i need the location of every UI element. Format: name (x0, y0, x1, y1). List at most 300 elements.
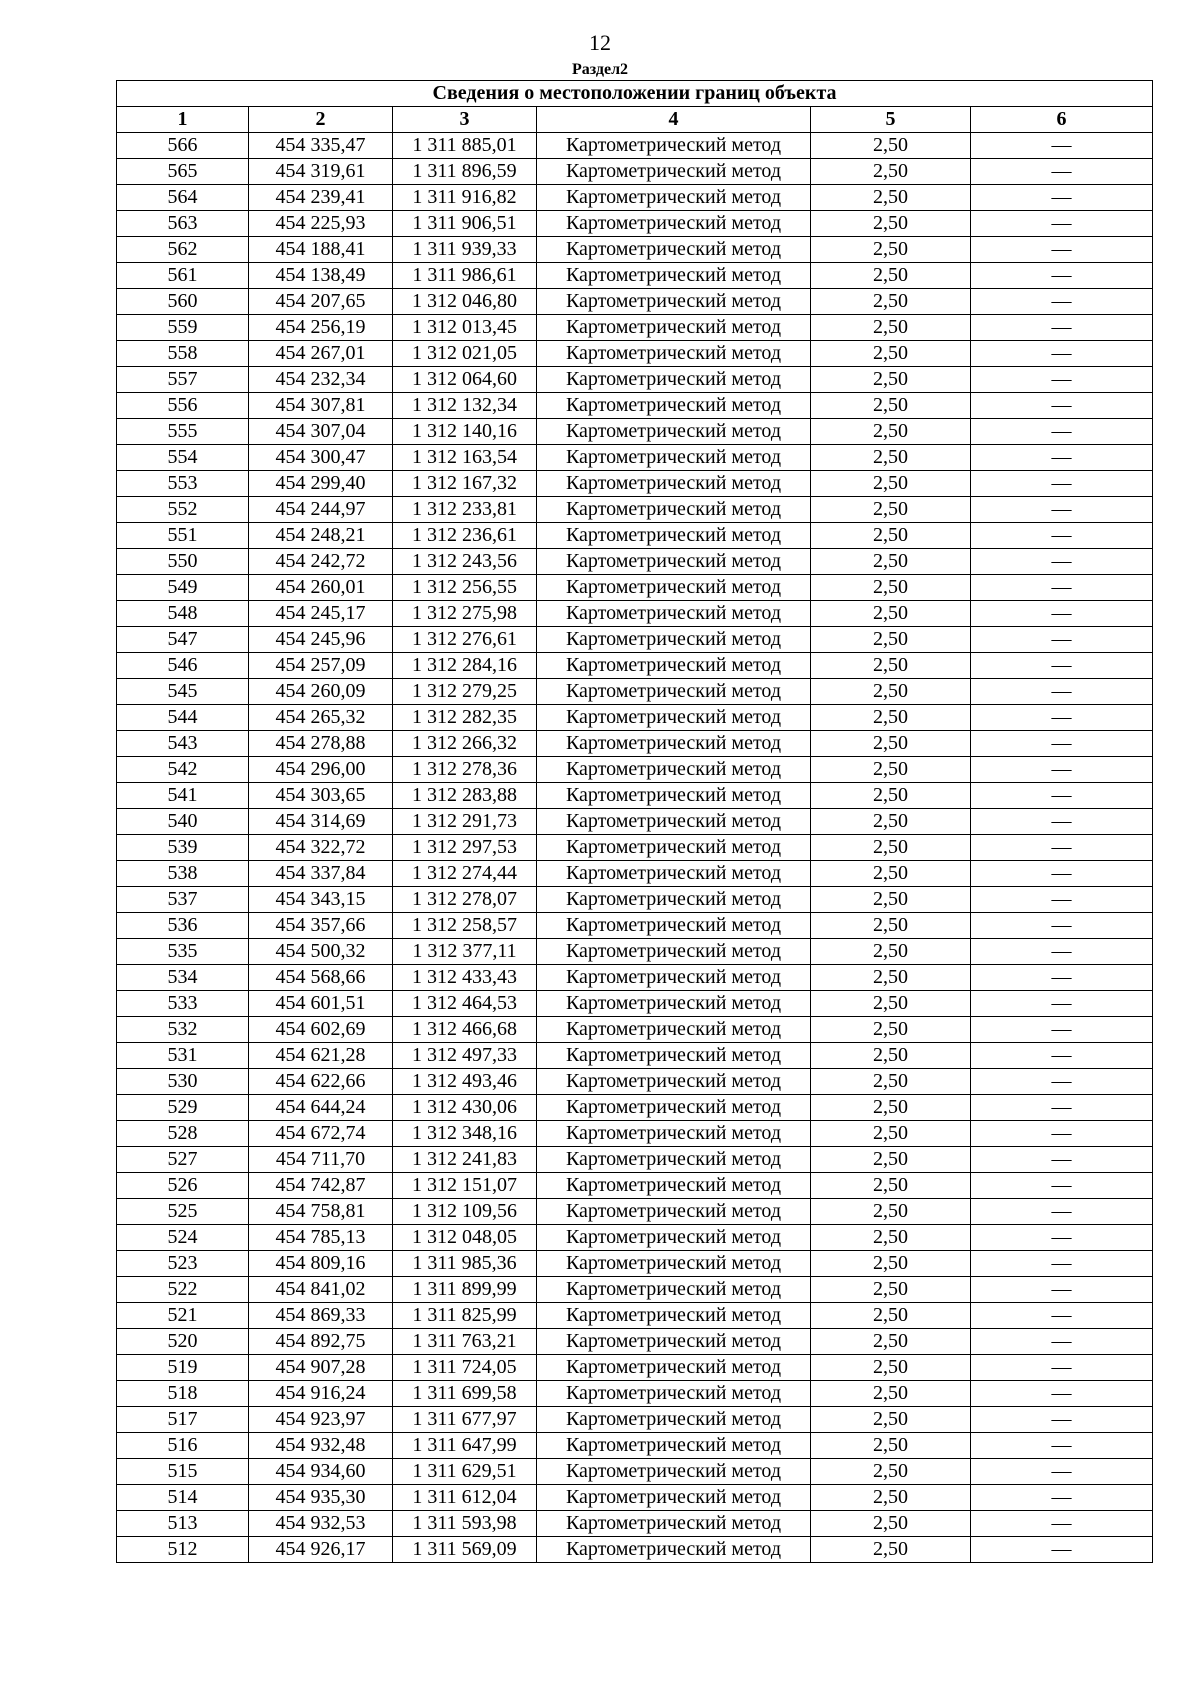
x-coordinate-cell: 454 257,09 (249, 653, 393, 679)
method-cell: Картометрический метод (537, 315, 811, 341)
page-number: 12 (589, 30, 611, 55)
table-row (117, 367, 1153, 393)
table-row (117, 1121, 1153, 1147)
point-number-cell: 548 (117, 601, 249, 627)
accuracy-cell: 2,50 (811, 497, 971, 523)
accuracy-cell: 2,50 (811, 237, 971, 263)
table-row (117, 1069, 1153, 1095)
x-coordinate-cell: 454 245,17 (249, 601, 393, 627)
y-coordinate-cell: 1 312 297,53 (393, 835, 537, 861)
table-row (117, 419, 1153, 445)
y-coordinate-cell: 1 311 939,33 (393, 237, 537, 263)
formula-cell: — (971, 1095, 1153, 1121)
point-number-cell: 565 (117, 159, 249, 185)
formula-cell: — (971, 1069, 1153, 1095)
method-cell: Картометрический метод (537, 1095, 811, 1121)
accuracy-cell: 2,50 (811, 133, 971, 159)
x-coordinate-cell: 454 869,33 (249, 1303, 393, 1329)
y-coordinate-cell: 1 311 647,99 (393, 1433, 537, 1459)
method-cell: Картометрический метод (537, 1537, 811, 1563)
table-row (117, 341, 1153, 367)
point-number-cell: 560 (117, 289, 249, 315)
accuracy-cell: 2,50 (811, 1511, 971, 1537)
point-number-cell: 524 (117, 1225, 249, 1251)
table-row (117, 315, 1153, 341)
method-cell: Картометрический метод (537, 1121, 811, 1147)
point-number-cell: 547 (117, 627, 249, 653)
formula-cell: — (971, 887, 1153, 913)
method-cell: Картометрический метод (537, 731, 811, 757)
column-header: 1 (117, 107, 249, 133)
method-cell: Картометрический метод (537, 939, 811, 965)
method-cell: Картометрический метод (537, 783, 811, 809)
x-coordinate-cell: 454 225,93 (249, 211, 393, 237)
formula-cell: — (971, 1329, 1153, 1355)
accuracy-cell: 2,50 (811, 1043, 971, 1069)
method-cell: Картометрический метод (537, 861, 811, 887)
table-row (117, 1147, 1153, 1173)
table-row (117, 627, 1153, 653)
point-number-cell: 522 (117, 1277, 249, 1303)
formula-cell: — (971, 471, 1153, 497)
table-row (117, 1225, 1153, 1251)
table-row (117, 1095, 1153, 1121)
x-coordinate-cell: 454 926,17 (249, 1537, 393, 1563)
y-coordinate-cell: 1 312 021,05 (393, 341, 537, 367)
point-number-cell: 520 (117, 1329, 249, 1355)
method-cell: Картометрический метод (537, 419, 811, 445)
formula-cell: — (971, 289, 1153, 315)
method-cell: Картометрический метод (537, 1433, 811, 1459)
method-cell: Картометрический метод (537, 1485, 811, 1511)
x-coordinate-cell: 454 932,48 (249, 1433, 393, 1459)
x-coordinate-cell: 454 785,13 (249, 1225, 393, 1251)
method-cell: Картометрический метод (537, 965, 811, 991)
table-row (117, 1407, 1153, 1433)
y-coordinate-cell: 1 311 985,36 (393, 1251, 537, 1277)
y-coordinate-cell: 1 312 140,16 (393, 419, 537, 445)
formula-cell: — (971, 757, 1153, 783)
table-row (117, 653, 1153, 679)
method-cell: Картометрический метод (537, 1225, 811, 1251)
y-coordinate-cell: 1 312 284,16 (393, 653, 537, 679)
table-row (117, 1381, 1153, 1407)
x-coordinate-cell: 454 265,32 (249, 705, 393, 731)
x-coordinate-cell: 454 343,15 (249, 887, 393, 913)
formula-cell: — (971, 185, 1153, 211)
accuracy-cell: 2,50 (811, 939, 971, 965)
table-row (117, 575, 1153, 601)
x-coordinate-cell: 454 299,40 (249, 471, 393, 497)
table-row (117, 549, 1153, 575)
formula-cell: — (971, 601, 1153, 627)
y-coordinate-cell: 1 311 896,59 (393, 159, 537, 185)
point-number-cell: 514 (117, 1485, 249, 1511)
table-row (117, 679, 1153, 705)
column-header: 5 (811, 107, 971, 133)
formula-cell: — (971, 367, 1153, 393)
x-coordinate-cell: 454 500,32 (249, 939, 393, 965)
table-row (117, 1433, 1153, 1459)
point-number-cell: 533 (117, 991, 249, 1017)
formula-cell: — (971, 1225, 1153, 1251)
accuracy-cell: 2,50 (811, 679, 971, 705)
x-coordinate-cell: 454 758,81 (249, 1199, 393, 1225)
y-coordinate-cell: 1 312 275,98 (393, 601, 537, 627)
column-header: 3 (393, 107, 537, 133)
method-cell: Картометрический метод (537, 1043, 811, 1069)
method-cell: Картометрический метод (537, 1147, 811, 1173)
accuracy-cell: 2,50 (811, 419, 971, 445)
method-cell: Картометрический метод (537, 1381, 811, 1407)
formula-cell: — (971, 1511, 1153, 1537)
table-row (117, 601, 1153, 627)
y-coordinate-cell: 1 312 430,06 (393, 1095, 537, 1121)
method-cell: Картометрический метод (537, 263, 811, 289)
formula-cell: — (971, 913, 1153, 939)
formula-cell: — (971, 1043, 1153, 1069)
section-label: Раздел2 (571, 61, 629, 78)
table-row (117, 965, 1153, 991)
x-coordinate-cell: 454 907,28 (249, 1355, 393, 1381)
accuracy-cell: 2,50 (811, 393, 971, 419)
point-number-cell: 528 (117, 1121, 249, 1147)
accuracy-cell: 2,50 (811, 1251, 971, 1277)
method-cell: Картометрический метод (537, 133, 811, 159)
point-number-cell: 521 (117, 1303, 249, 1329)
x-coordinate-cell: 454 138,49 (249, 263, 393, 289)
table-row (117, 861, 1153, 887)
table-row (117, 471, 1153, 497)
accuracy-cell: 2,50 (811, 1537, 971, 1563)
table-row (117, 835, 1153, 861)
accuracy-cell: 2,50 (811, 757, 971, 783)
formula-cell: — (971, 393, 1153, 419)
accuracy-cell: 2,50 (811, 1173, 971, 1199)
accuracy-cell: 2,50 (811, 1303, 971, 1329)
point-number-cell: 532 (117, 1017, 249, 1043)
x-coordinate-cell: 454 934,60 (249, 1459, 393, 1485)
x-coordinate-cell: 454 260,09 (249, 679, 393, 705)
formula-cell: — (971, 1303, 1153, 1329)
formula-cell: — (971, 575, 1153, 601)
point-number-cell: 534 (117, 965, 249, 991)
method-cell: Картометрический метод (537, 575, 811, 601)
point-number-cell: 530 (117, 1069, 249, 1095)
formula-cell: — (971, 991, 1153, 1017)
point-number-cell: 562 (117, 237, 249, 263)
point-number-cell: 566 (117, 133, 249, 159)
table-row (117, 237, 1153, 263)
accuracy-cell: 2,50 (811, 1147, 971, 1173)
point-number-cell: 526 (117, 1173, 249, 1199)
method-cell: Картометрический метод (537, 289, 811, 315)
y-coordinate-cell: 1 311 763,21 (393, 1329, 537, 1355)
accuracy-cell: 2,50 (811, 159, 971, 185)
method-cell: Картометрический метод (537, 1459, 811, 1485)
method-cell: Картометрический метод (537, 1069, 811, 1095)
accuracy-cell: 2,50 (811, 289, 971, 315)
table-row (117, 1355, 1153, 1381)
formula-cell: — (971, 159, 1153, 185)
point-number-cell: 523 (117, 1251, 249, 1277)
point-number-cell: 529 (117, 1095, 249, 1121)
method-cell: Картометрический метод (537, 1199, 811, 1225)
point-number-cell: 553 (117, 471, 249, 497)
table-row (117, 1329, 1153, 1355)
accuracy-cell: 2,50 (811, 965, 971, 991)
point-number-cell: 515 (117, 1459, 249, 1485)
y-coordinate-cell: 1 311 986,61 (393, 263, 537, 289)
x-coordinate-cell: 454 935,30 (249, 1485, 393, 1511)
method-cell: Картометрический метод (537, 1017, 811, 1043)
y-coordinate-cell: 1 311 612,04 (393, 1485, 537, 1511)
method-cell: Картометрический метод (537, 393, 811, 419)
accuracy-cell: 2,50 (811, 1121, 971, 1147)
point-number-cell: 542 (117, 757, 249, 783)
point-number-cell: 554 (117, 445, 249, 471)
point-number-cell: 561 (117, 263, 249, 289)
formula-cell: — (971, 705, 1153, 731)
x-coordinate-cell: 454 644,24 (249, 1095, 393, 1121)
y-coordinate-cell: 1 312 151,07 (393, 1173, 537, 1199)
accuracy-cell: 2,50 (811, 211, 971, 237)
x-coordinate-cell: 454 248,21 (249, 523, 393, 549)
point-number-cell: 549 (117, 575, 249, 601)
table-row (117, 211, 1153, 237)
method-cell: Картометрический метод (537, 1277, 811, 1303)
method-cell: Картометрический метод (537, 757, 811, 783)
point-number-cell: 564 (117, 185, 249, 211)
x-coordinate-cell: 454 602,69 (249, 1017, 393, 1043)
method-cell: Картометрический метод (537, 1303, 811, 1329)
x-coordinate-cell: 454 300,47 (249, 445, 393, 471)
y-coordinate-cell: 1 312 464,53 (393, 991, 537, 1017)
point-number-cell: 525 (117, 1199, 249, 1225)
point-number-cell: 535 (117, 939, 249, 965)
method-cell: Картометрический метод (537, 1251, 811, 1277)
y-coordinate-cell: 1 312 236,61 (393, 523, 537, 549)
accuracy-cell: 2,50 (811, 1381, 971, 1407)
accuracy-cell: 2,50 (811, 315, 971, 341)
formula-cell: — (971, 939, 1153, 965)
method-cell: Картометрический метод (537, 1329, 811, 1355)
y-coordinate-cell: 1 312 278,36 (393, 757, 537, 783)
formula-cell: — (971, 1147, 1153, 1173)
y-coordinate-cell: 1 312 282,35 (393, 705, 537, 731)
table-row (117, 809, 1153, 835)
table-row (117, 1199, 1153, 1225)
table-row (117, 1303, 1153, 1329)
table-row (117, 887, 1153, 913)
x-coordinate-cell: 454 242,72 (249, 549, 393, 575)
accuracy-cell: 2,50 (811, 861, 971, 887)
point-number-cell: 551 (117, 523, 249, 549)
table-row (117, 939, 1153, 965)
y-coordinate-cell: 1 312 493,46 (393, 1069, 537, 1095)
point-number-cell: 544 (117, 705, 249, 731)
y-coordinate-cell: 1 312 109,56 (393, 1199, 537, 1225)
table-row (117, 263, 1153, 289)
y-coordinate-cell: 1 311 677,97 (393, 1407, 537, 1433)
y-coordinate-cell: 1 311 906,51 (393, 211, 537, 237)
formula-cell: — (971, 861, 1153, 887)
point-number-cell: 517 (117, 1407, 249, 1433)
table-row (117, 991, 1153, 1017)
x-coordinate-cell: 454 303,65 (249, 783, 393, 809)
point-number-cell: 559 (117, 315, 249, 341)
formula-cell: — (971, 783, 1153, 809)
x-coordinate-cell: 454 267,01 (249, 341, 393, 367)
method-cell: Картометрический метод (537, 627, 811, 653)
formula-cell: — (971, 679, 1153, 705)
accuracy-cell: 2,50 (811, 341, 971, 367)
point-number-cell: 545 (117, 679, 249, 705)
y-coordinate-cell: 1 312 064,60 (393, 367, 537, 393)
method-cell: Картометрический метод (537, 471, 811, 497)
table-row (117, 1511, 1153, 1537)
point-number-cell: 543 (117, 731, 249, 757)
method-cell: Картометрический метод (537, 1511, 811, 1537)
accuracy-cell: 2,50 (811, 263, 971, 289)
method-cell: Картометрический метод (537, 705, 811, 731)
method-cell: Картометрический метод (537, 549, 811, 575)
column-header: 6 (971, 107, 1153, 133)
x-coordinate-cell: 454 307,81 (249, 393, 393, 419)
method-cell: Картометрический метод (537, 1407, 811, 1433)
table-row (117, 913, 1153, 939)
formula-cell: — (971, 965, 1153, 991)
method-cell: Картометрический метод (537, 367, 811, 393)
table-body (117, 133, 1153, 1563)
table-row (117, 783, 1153, 809)
accuracy-cell: 2,50 (811, 705, 971, 731)
y-coordinate-cell: 1 312 266,32 (393, 731, 537, 757)
formula-cell: — (971, 1251, 1153, 1277)
x-coordinate-cell: 454 337,84 (249, 861, 393, 887)
table-row (117, 289, 1153, 315)
accuracy-cell: 2,50 (811, 1355, 971, 1381)
method-cell: Картометрический метод (537, 1173, 811, 1199)
y-coordinate-cell: 1 312 163,54 (393, 445, 537, 471)
accuracy-cell: 2,50 (811, 1199, 971, 1225)
x-coordinate-cell: 454 314,69 (249, 809, 393, 835)
x-coordinate-cell: 454 188,41 (249, 237, 393, 263)
x-coordinate-cell: 454 307,04 (249, 419, 393, 445)
method-cell: Картометрический метод (537, 341, 811, 367)
point-number-cell: 512 (117, 1537, 249, 1563)
accuracy-cell: 2,50 (811, 1225, 971, 1251)
y-coordinate-cell: 1 311 569,09 (393, 1537, 537, 1563)
accuracy-cell: 2,50 (811, 185, 971, 211)
x-coordinate-cell: 454 809,16 (249, 1251, 393, 1277)
formula-cell: — (971, 497, 1153, 523)
accuracy-cell: 2,50 (811, 835, 971, 861)
point-number-cell: 527 (117, 1147, 249, 1173)
point-number-cell: 518 (117, 1381, 249, 1407)
x-coordinate-cell: 454 260,01 (249, 575, 393, 601)
formula-cell: — (971, 549, 1153, 575)
formula-cell: — (971, 627, 1153, 653)
y-coordinate-cell: 1 312 258,57 (393, 913, 537, 939)
y-coordinate-cell: 1 312 046,80 (393, 289, 537, 315)
point-number-cell: 541 (117, 783, 249, 809)
accuracy-cell: 2,50 (811, 1485, 971, 1511)
x-coordinate-cell: 454 742,87 (249, 1173, 393, 1199)
formula-cell: — (971, 237, 1153, 263)
formula-cell: — (971, 133, 1153, 159)
accuracy-cell: 2,50 (811, 1069, 971, 1095)
x-coordinate-cell: 454 239,41 (249, 185, 393, 211)
formula-cell: — (971, 1121, 1153, 1147)
x-coordinate-cell: 454 892,75 (249, 1329, 393, 1355)
method-cell: Картометрический метод (537, 211, 811, 237)
accuracy-cell: 2,50 (811, 1329, 971, 1355)
x-coordinate-cell: 454 841,02 (249, 1277, 393, 1303)
y-coordinate-cell: 1 311 885,01 (393, 133, 537, 159)
formula-cell: — (971, 445, 1153, 471)
formula-cell: — (971, 1199, 1153, 1225)
formula-cell: — (971, 263, 1153, 289)
formula-cell: — (971, 653, 1153, 679)
formula-cell: — (971, 211, 1153, 237)
accuracy-cell: 2,50 (811, 627, 971, 653)
x-coordinate-cell: 454 711,70 (249, 1147, 393, 1173)
y-coordinate-cell: 1 312 167,32 (393, 471, 537, 497)
x-coordinate-cell: 454 245,96 (249, 627, 393, 653)
y-coordinate-cell: 1 312 466,68 (393, 1017, 537, 1043)
point-number-cell: 555 (117, 419, 249, 445)
y-coordinate-cell: 1 312 274,44 (393, 861, 537, 887)
point-number-cell: 538 (117, 861, 249, 887)
accuracy-cell: 2,50 (811, 809, 971, 835)
method-cell: Картометрический метод (537, 991, 811, 1017)
formula-cell: — (971, 1381, 1153, 1407)
point-number-cell: 550 (117, 549, 249, 575)
point-number-cell: 563 (117, 211, 249, 237)
x-coordinate-cell: 454 278,88 (249, 731, 393, 757)
point-number-cell: 536 (117, 913, 249, 939)
accuracy-cell: 2,50 (811, 471, 971, 497)
accuracy-cell: 2,50 (811, 1407, 971, 1433)
accuracy-cell: 2,50 (811, 523, 971, 549)
x-coordinate-cell: 454 923,97 (249, 1407, 393, 1433)
accuracy-cell: 2,50 (811, 575, 971, 601)
table-row (117, 1251, 1153, 1277)
y-coordinate-cell: 1 312 233,81 (393, 497, 537, 523)
y-coordinate-cell: 1 311 593,98 (393, 1511, 537, 1537)
method-cell: Картометрический метод (537, 159, 811, 185)
accuracy-cell: 2,50 (811, 601, 971, 627)
y-coordinate-cell: 1 312 348,16 (393, 1121, 537, 1147)
x-coordinate-cell: 454 322,72 (249, 835, 393, 861)
y-coordinate-cell: 1 312 132,34 (393, 393, 537, 419)
formula-cell: — (971, 1173, 1153, 1199)
table-row (117, 705, 1153, 731)
method-cell: Картометрический метод (537, 887, 811, 913)
formula-cell: — (971, 1433, 1153, 1459)
table-row (117, 393, 1153, 419)
table-row (117, 1537, 1153, 1563)
point-number-cell: 531 (117, 1043, 249, 1069)
point-number-cell: 513 (117, 1511, 249, 1537)
method-cell: Картометрический метод (537, 497, 811, 523)
table-row (117, 1017, 1153, 1043)
table-row (117, 731, 1153, 757)
table-row (117, 185, 1153, 211)
point-number-cell: 539 (117, 835, 249, 861)
method-cell: Картометрический метод (537, 679, 811, 705)
